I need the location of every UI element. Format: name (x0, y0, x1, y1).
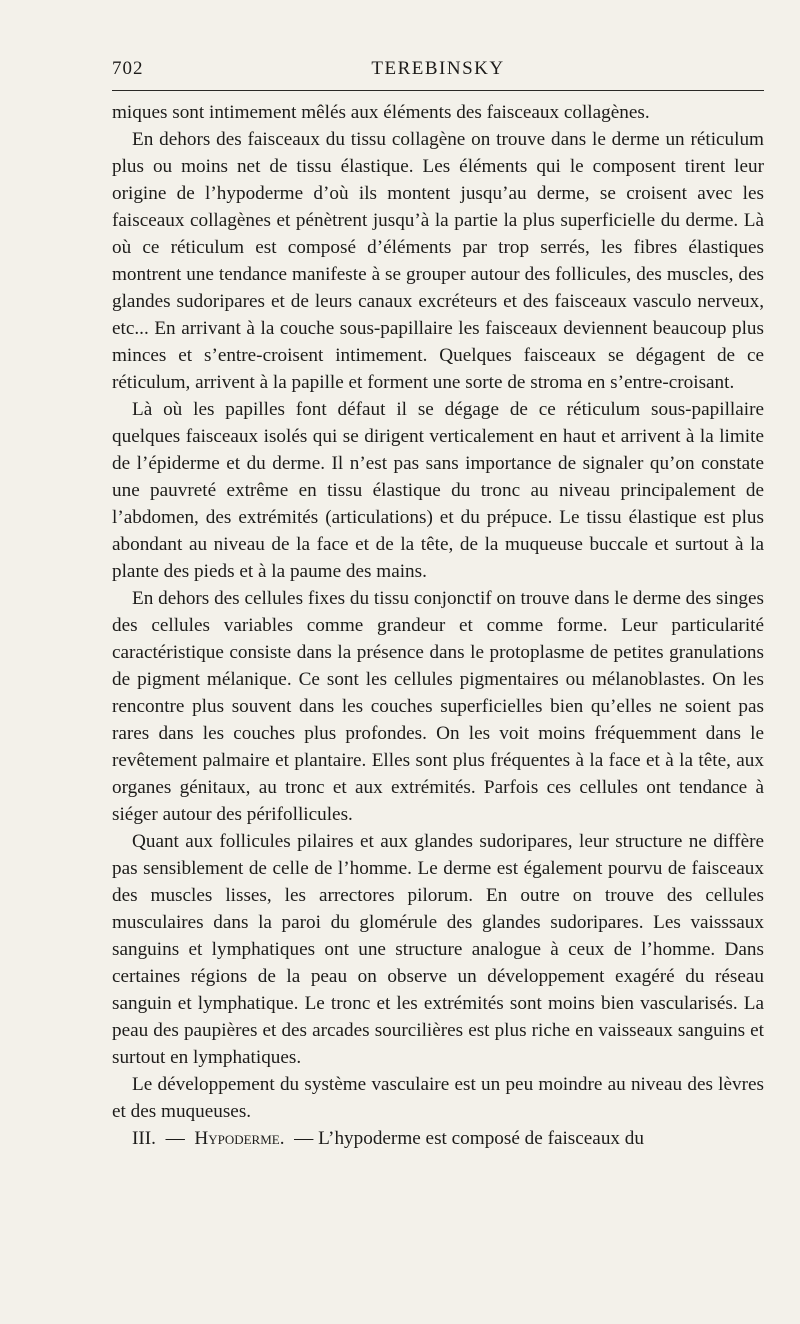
header-rule (112, 90, 764, 91)
paragraph: En dehors des faisceaux du tissu collagène on trouve dans le derme un réticulum plus ou moins net de tissu élastique. Les éléments qui le composent tirent leur origine de l’hypoderme d’où ils montent jusqu’au derme, se croisent avec les faisceaux collagènes et pénètrent jusqu’à la partie la plus superficielle du derme. Là où ce réticulum est composé d’éléments par trop serrés, les fibres élastiques montrent une tendance manifeste à se grouper autour des follicules, des muscles, des glandes sudoripares et de leurs canaux excréteurs et des faisceaux vasculo nerveux, etc... En arrivant à la couche sous-papillaire les faisceaux deviennent beaucoup plus minces et s’entre-croisent intimement. Quelques faisceaux se dégagent de ce réticulum, arrivent à la papille et forment une sorte de stroma en s’entre-croisant. (112, 129, 764, 393)
body-text (112, 99, 764, 1152)
page (112, 52, 764, 1152)
running-title: TEREBINSKY (371, 58, 505, 79)
paragraph: Là où les papilles font défaut il se dégage de ce réticulum sous-papillaire quelques faisceaux isolés qui se dirigent verticalement en haut et arrivent à la limite de l’épiderme et du derme. Il n’est pas sans importance de signaler qu’on constate une pauvreté extrême en tissu élastique du tronc au niveau principalement de l’abdomen, des extrémités (articulations) et du prépuce. Le tissu élastique est plus abondant au niveau de la face et de la tête, de la muqueuse buccale et surtout à la plante des pieds et à la paume des mains. (112, 399, 764, 582)
section-title: Hypoderme. (194, 1128, 285, 1149)
section-dash: — (165, 1128, 185, 1149)
section-heading-paragraph (112, 1125, 764, 1152)
page-number: 702 (112, 58, 144, 79)
paragraph: Quant aux follicules pilaires et aux glandes sudoripares, leur structure ne diffère pas sensiblement de celle de l’homme. Le derme est également pourvu de faisceaux des muscles lisses, les arrectores pilorum. En outre on trouve des cellules musculaires dans la paroi du glomérule des glandes sudoripares. Les vaisssaux sanguins et lymphatiques ont une structure analogue à ceux de l’homme. Dans certaines régions de la peau on observe un développement exagéré du réseau sanguin et lymphatique. Le tronc et les extrémités sont moins bien vascularisés. La peau des paupières et des arcades sourcilières est plus riche en vaisseaux sanguins et surtout en lymphatiques. (112, 831, 764, 1068)
paragraph: Le développement du système vasculaire est un peu moindre au niveau des lèvres et des muqueuses. (112, 1074, 764, 1122)
section-text: L’hypoderme est composé de faisceaux du (318, 1128, 644, 1149)
section-number: III. (132, 1128, 156, 1149)
section-dash: — (294, 1128, 314, 1149)
paragraph: En dehors des cellules fixes du tissu conjonctif on trouve dans le derme des singes des cellules variables comme grandeur et comme forme. Leur particularité caractéristique consiste dans la présence dans le protoplasme de petites granulations de pigment mélanique. Ce sont les cellules pigmentaires ou mélanoblastes. On les rencontre plus souvent dans les couches superficielles bien qu’elles ne soient pas rares dans les couches plus profondes. On les voit moins fréquemment dans le revêtement palmaire et plantaire. Elles sont plus fréquentes à la face et à la tête, aux organes génitaux, au tronc et aux extrémités. Parfois ces cellules ont tendance à siéger autour des périfollicules. (112, 588, 764, 825)
paragraph: miques sont intimement mêlés aux éléments des faisceaux collagènes. (112, 102, 650, 123)
running-head (112, 52, 764, 80)
